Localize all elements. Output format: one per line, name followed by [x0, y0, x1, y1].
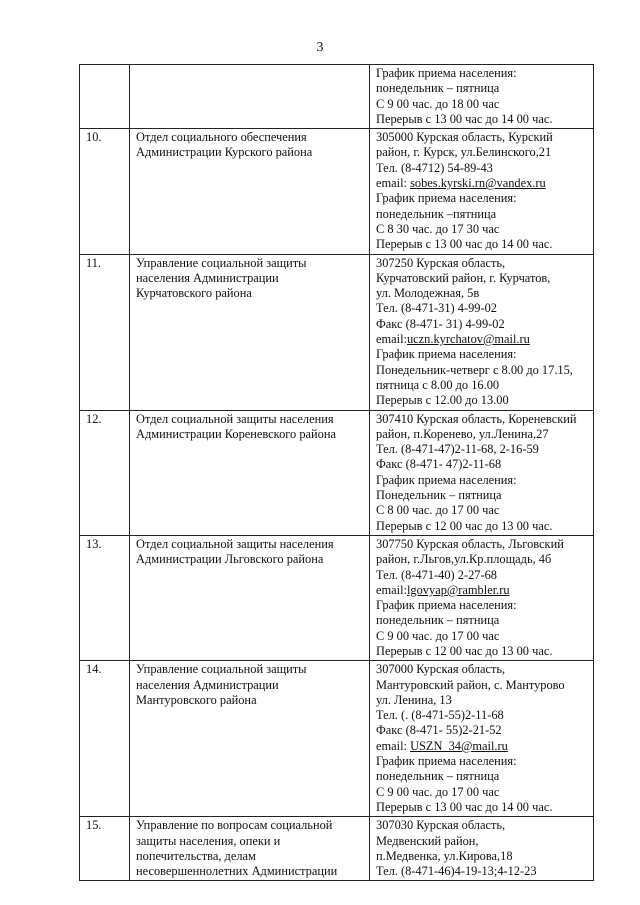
organization-name-line: населения Администрации [136, 270, 279, 285]
contact-info-line: Факс (8-471- 31) 4-99-02 [376, 316, 505, 331]
contact-info-line: 305000 Курская область, Курский [376, 130, 553, 145]
contact-info-line: Перерыв с 12.00 до 13.00 [376, 393, 509, 408]
contact-info [370, 410, 594, 535]
table-row [80, 661, 594, 817]
contact-info-line: Перерыв с 13 00 час до 14 00 час. [376, 111, 553, 126]
contact-info-line: 307750 Курская область, Льговский [376, 536, 564, 551]
contact-info [370, 65, 594, 129]
organization-name [130, 65, 370, 129]
organization-name-line: защиты населения, опеки и [136, 833, 281, 848]
organization-name [130, 661, 370, 817]
table-body [80, 65, 594, 881]
organization-name-line: Администрации Кореневского района [136, 426, 336, 441]
organization-name [130, 410, 370, 535]
contact-info-line: График приема населения: [376, 598, 517, 613]
contact-info-line: Курчатовский район, г. Курчатов, [376, 270, 551, 285]
page-number: 3 [316, 40, 324, 55]
contact-info-line: С 9 00 час. до 17 00 час [376, 784, 500, 799]
organization-name-line: Отдел социальной защиты населения [136, 411, 334, 426]
contact-info-line: Тел. (8-471-47)2-11-68, 2-16-59 [376, 442, 539, 457]
contact-info [370, 254, 594, 410]
contact-info-line: 307000 Курская область, [376, 662, 506, 677]
organization-name [130, 535, 370, 660]
contact-info-line: График приема населения: [376, 347, 517, 362]
contact-info-line: район, п.Коренево, ул.Ленина,27 [376, 426, 549, 441]
contact-info-line: Тел. (8-471-40) 2-27-68 [376, 567, 497, 582]
contact-info-line: понедельник – пятница [376, 613, 500, 628]
contact-info-line: понедельник –пятница [376, 206, 497, 221]
contact-info-line: понедельник – пятница [376, 81, 500, 96]
organization-name-line: несовершеннолетних Администрации [136, 864, 338, 879]
organization-name-line: Курчатовского района [136, 286, 252, 301]
contact-info [370, 535, 594, 660]
contact-info-line: ул. Ленина, 13 [376, 692, 452, 707]
row-number: 14. [80, 661, 130, 817]
contact-info [370, 817, 594, 881]
row-number [80, 65, 130, 129]
contact-info-line: Перерыв с 13 00 час до 14 00 час. [376, 799, 553, 814]
contact-info-line: пятница с 8.00 до 16.00 [376, 377, 500, 392]
row-number: 11. [80, 254, 130, 410]
contact-info [370, 661, 594, 817]
contact-info-line: Перерыв с 12 00 час до 13 00 час. [376, 643, 553, 658]
contact-info-line: Факс (8-471- 55)2-21-52 [376, 723, 502, 738]
contact-info-line: район, г. Курск, ул.Белинского,21 [376, 145, 552, 160]
contact-info-line: Тел. (8-471-31) 4-99-02 [376, 301, 497, 316]
organization-name [130, 254, 370, 410]
table-row [80, 129, 594, 254]
organization-name-line: попечительства, делам [136, 848, 256, 863]
organization-name-line: Управление социальной защиты [136, 662, 307, 677]
contact-info-line: С 8 30 час. до 17 30 час [376, 221, 500, 236]
contact-info-line: Факс (8-471- 47)2-11-68 [376, 457, 502, 472]
organization-name [130, 817, 370, 881]
contact-info-line: С 9 00 час. до 18 00 час [376, 96, 500, 111]
contact-info-line: 307410 Курская область, Кореневский [376, 411, 577, 426]
contact-info-line: Перерыв с 13 00 час до 14 00 час. [376, 237, 553, 252]
contact-info-line: Тел. (8-4712) 54-89-43 [376, 160, 493, 175]
contact-info-line: График приема населения: [376, 66, 517, 80]
table-row [80, 65, 594, 129]
contact-info [370, 129, 594, 254]
organization-name-line: Управление по вопросам социальной [136, 818, 333, 833]
contact-info-line: п.Медвенка, ул.Кирова,18 [376, 848, 513, 863]
contact-info-line: Тел. (8-471-46)4-19-13;4-12-23 [376, 864, 537, 879]
contact-info-line: С 8 00 час. до 17 00 час [376, 503, 500, 518]
contact-info-line: email: USZN_34@mail.ru [376, 738, 508, 753]
contact-info-line: С 9 00 час. до 17 00 час [376, 628, 500, 643]
row-number: 13. [80, 535, 130, 660]
email-link[interactable]: uczn.kyrchatov@mail.ru [406, 332, 530, 347]
contact-info-line: 307250 Курская область, [376, 255, 506, 270]
table-row [80, 535, 594, 660]
row-number: 10. [80, 129, 130, 254]
organization-name-line: Управление социальной защиты [136, 255, 307, 270]
contact-info-line: Понедельник – пятница [376, 488, 502, 503]
contact-info-line: понедельник – пятница [376, 769, 500, 784]
organization-name [130, 129, 370, 254]
organizations-table [79, 64, 594, 881]
contact-info-line: Мантуровский район, с. Мантурово [376, 677, 565, 692]
table-row [80, 410, 594, 535]
contact-info-line: Медвенский район, [376, 833, 479, 848]
contact-info-line: email: sobes.kyrski.rn@vandex.ru [376, 176, 546, 191]
organization-name-line: Отдел социального обеспечения [136, 130, 307, 145]
organization-name-line: Отдел социальной защиты населения [136, 536, 334, 551]
row-number: 15. [80, 817, 130, 881]
row-number: 12. [80, 410, 130, 535]
contact-info-line: 307030 Курская область, [376, 818, 506, 833]
contact-info-line: email:uczn.kyrchatov@mail.ru [376, 332, 530, 347]
contact-info-line: Тел. (. (8-471-55)2-11-68 [376, 708, 504, 723]
email-link[interactable]: USZN_34@mail.ru [410, 738, 508, 753]
table-row [80, 817, 594, 881]
email-link[interactable]: lgovyap@rambler.ru [406, 582, 510, 597]
organization-name-line: Администрации Курского района [136, 145, 313, 160]
email-link[interactable]: sobes.kyrski.rn@vandex.ru [410, 176, 546, 191]
contact-info-line: График приема населения: [376, 472, 517, 487]
organization-name-line: Администрации Льговского района [136, 552, 324, 567]
contact-info-line: Понедельник-четверг с 8.00 до 17.15, [376, 362, 573, 377]
contact-info-line: Перерыв с 12 00 час до 13 00 час. [376, 518, 553, 533]
contact-info-line: График приема населения: [376, 191, 517, 206]
contact-info-line: График приема населения: [376, 754, 517, 769]
contact-info-line: район, г.Льгов,ул.Кр.площадь, 4б [376, 552, 552, 567]
table-row [80, 254, 594, 410]
organization-name-line: Мантуровского района [136, 692, 257, 707]
contact-info-line: ул. Молодежная, 5в [376, 286, 480, 301]
organization-name-line: населения Администрации [136, 677, 279, 692]
contact-info-line: email:lgovyap@rambler.ru [376, 582, 510, 597]
